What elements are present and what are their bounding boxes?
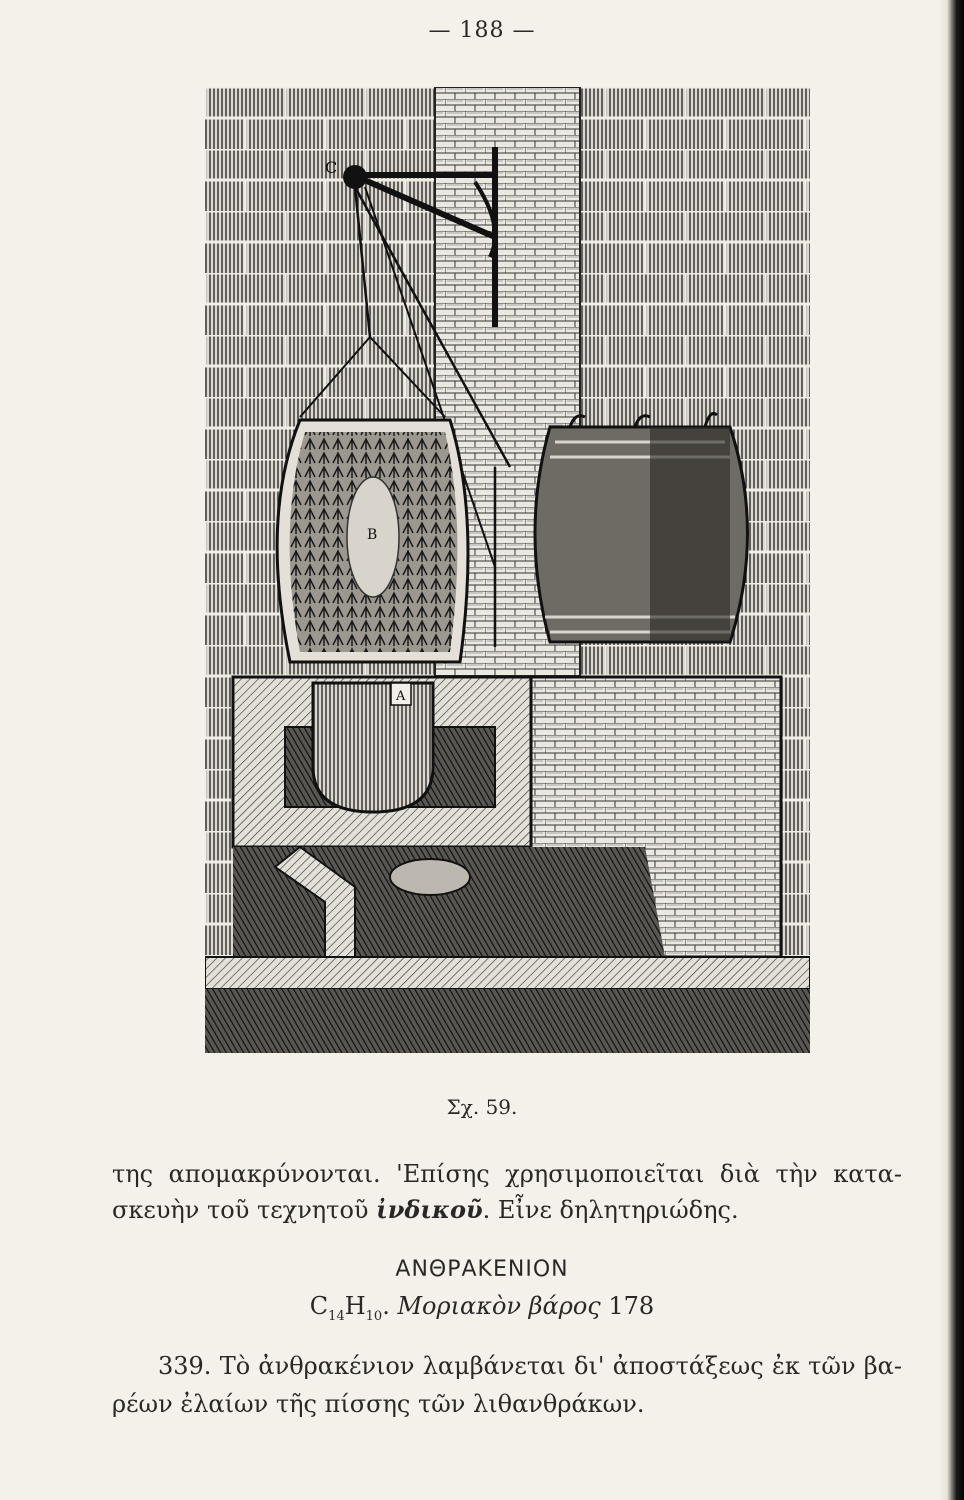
text-line-2-start: σκευὴν τοῦ τεχνητοῦ <box>112 1196 377 1224</box>
molecular-weight-label: Μοριακὸν βάρος <box>397 1292 601 1320</box>
text-line-4: ρέων ἐλαίων τῆς πίσσης τῶν λιθανθράκων. <box>112 1390 645 1418</box>
section-heading: ΑΝΘΡΑΚΕΝΙΟΝ <box>395 1257 569 1282</box>
figure-caption: Σχ. 59. <box>446 1095 518 1119</box>
engraving-figure <box>205 87 810 1053</box>
molecular-weight-value: 178 <box>608 1292 655 1320</box>
label-c: C <box>325 158 338 177</box>
text-line-3-content: Τὸ ἀνθρακένιον λαμβάνεται δι' ἀποστάξεως ἐκ τῶν βα- <box>219 1352 902 1380</box>
text-line-1: της απομακρύνονται. 'Επίσης χρησιμοποιεῖται διὰ τὴν κατα- <box>112 1160 902 1188</box>
formula-hydrogen: H <box>344 1292 366 1320</box>
text-line-3 <box>112 1352 902 1380</box>
formula-carbon: C <box>309 1292 329 1320</box>
label-a: A <box>396 689 406 704</box>
page-number: — 188 — <box>428 18 536 43</box>
chemical-formula <box>0 1292 964 1324</box>
formula-carbon-count: 14 <box>328 1308 345 1324</box>
paragraph-number: 339. <box>158 1352 212 1380</box>
indigo-term: ἰνδικοῦ <box>376 1195 483 1224</box>
label-b: B <box>367 527 378 543</box>
distillation-apparatus-illustration <box>205 87 810 1053</box>
text-line-2-end: . Εἶνε δηλητηριώδης. <box>482 1196 739 1224</box>
formula-hydrogen-count: 10 <box>365 1308 383 1324</box>
formula-period: . <box>382 1292 390 1320</box>
text-line-2 <box>112 1195 902 1224</box>
